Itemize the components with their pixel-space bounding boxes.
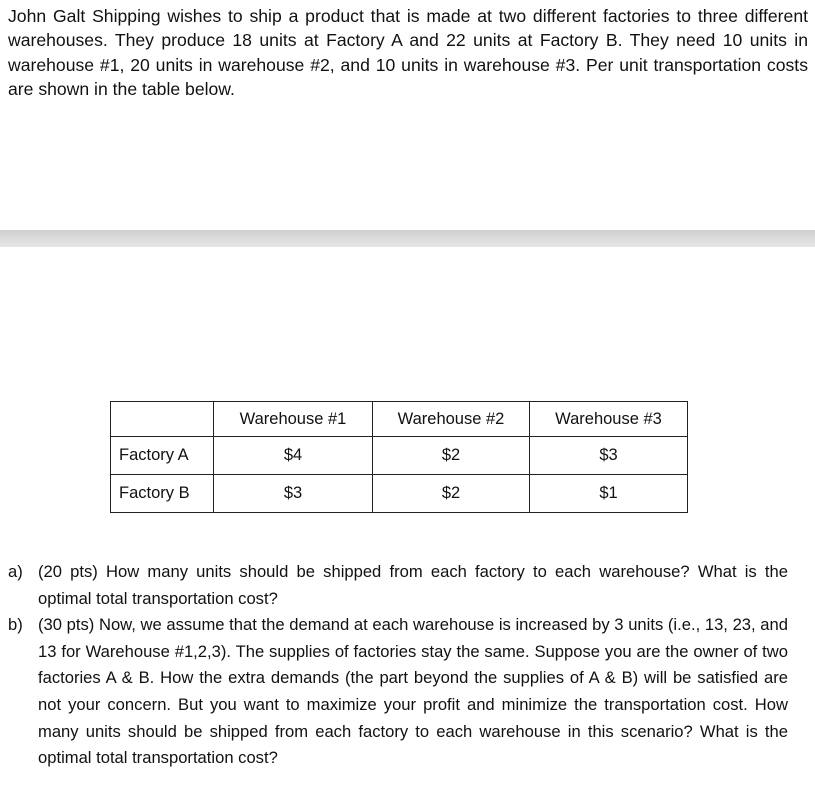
cost-cell-a-w3: $3 [530, 437, 688, 475]
table-header-row [111, 402, 688, 437]
question-text-a: (20 pts) How many units should be shipped from each factory to each warehouse? What is the optimal total transportation cost? [38, 562, 788, 608]
column-header-warehouse-3: Warehouse #3 [530, 402, 688, 437]
cost-cell-b-w2: $2 [373, 475, 530, 513]
row-header-factory-a: Factory A [111, 437, 214, 475]
question-b [8, 612, 788, 772]
question-a [8, 559, 788, 612]
question-text-b: (30 pts) Now, we assume that the demand at each warehouse is increased by 3 units (i.e., 13, 23, and 13 for Warehouse #1,2,3). The supplies of factories stay the same. Suppose you are the owner of two factories A & B. How the extra demands (the part beyond the supplies of A & B) will be satisfied are not your concern. But you want to maximize your profit and minimize the transportation cost. How many units should be shipped from each factory to each warehouse in this scenario? What is the optimal total transportation cost? [38, 615, 788, 768]
problem-intro: John Galt Shipping wishes to ship a product that is made at two different factories to three different warehouses. They produce 18 units at Factory A and 22 units at Factory B. They need 10 units in warehouse #1, 20 units in warehouse #2, and 10 units in warehouse #3. Per unit transportation costs are shown in the table below. [8, 6, 808, 99]
transportation-cost-table [110, 401, 688, 513]
column-header-warehouse-2: Warehouse #2 [373, 402, 530, 437]
table-row-factory-a [111, 437, 688, 475]
question-marker-b: b) [8, 615, 23, 635]
table-row-factory-b [111, 475, 688, 513]
column-header-warehouse-1: Warehouse #1 [214, 402, 373, 437]
question-marker-a: a) [8, 562, 23, 581]
section-divider [0, 230, 815, 247]
cost-cell-b-w3: $1 [530, 475, 688, 513]
cost-cell-b-w1: $3 [214, 475, 373, 513]
row-header-factory-b: Factory B [111, 475, 214, 513]
table-corner-cell [111, 402, 214, 437]
question-list [8, 559, 788, 772]
cost-cell-a-w1: $4 [214, 437, 373, 475]
cost-cell-a-w2: $2 [373, 437, 530, 475]
